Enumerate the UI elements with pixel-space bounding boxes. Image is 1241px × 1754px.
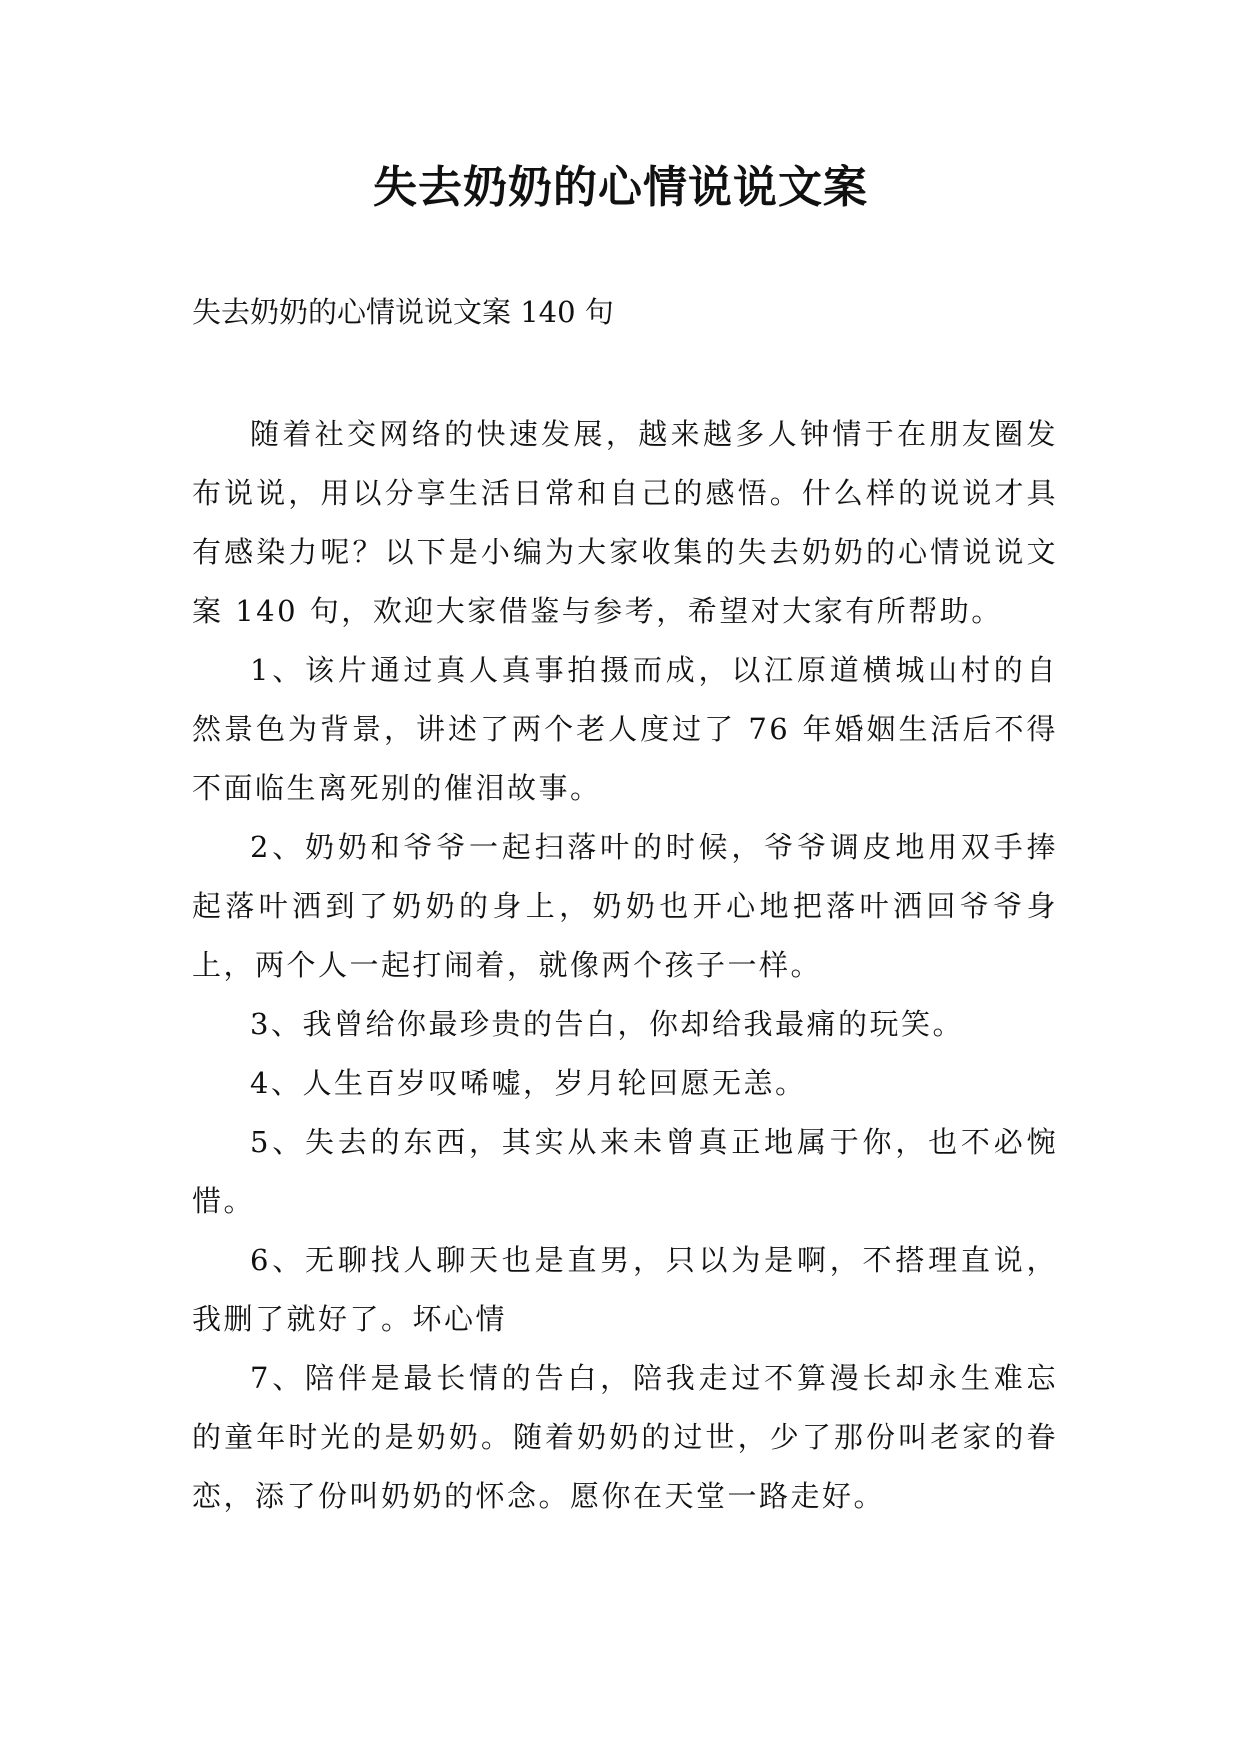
list-item: 2、奶奶和爷爷一起扫落叶的时候，爷爷调皮地用双手捧起落叶洒到了奶奶的身上，奶奶也开心地把落叶洒回爷爷身上，两个人一起打闹着，就像两个孩子一样。 — [192, 830, 1058, 982]
list-item: 7、陪伴是最长情的告白，陪我走过不算漫长却永生难忘的童年时光的是奶奶。随着奶奶的过世，少了那份叫老家的眷恋，添了份叫奶奶的怀念。愿你在天堂一路走好。 — [192, 1361, 1058, 1513]
list-item: 6、无聊找人聊天也是直男，只以为是啊，不搭理直说，我删了就好了。坏心情 — [192, 1243, 1058, 1336]
list-item: 5、失去的东西，其实从来未曾真正地属于你，也不必惋惜。 — [192, 1125, 1058, 1218]
document-subtitle: 失去奶奶的心情说说文案 140 句 — [192, 295, 614, 329]
list-item: 1、该片通过真人真事拍摄而成，以江原道横城山村的自然景色为背景，讲述了两个老人度过了 76 年婚姻生活后不得不面临生离死别的催泪故事。 — [192, 653, 1058, 805]
intro-paragraph: 随着社交网络的快速发展，越来越多人钟情于在朋友圈发布说说，用以分享生活日常和自己的感悟。什么样的说说才具有感染力呢？以下是小编为大家收集的失去奶奶的心情说说文案 140 句，欢迎大家借鉴与参考，希望对大家有所帮助。 — [192, 417, 1058, 628]
list-item: 4、人生百岁叹唏嘘，岁月轮回愿无恙。 — [250, 1066, 807, 1100]
document-body — [192, 405, 1058, 1526]
document-title: 失去奶奶的心情说说文案 — [373, 162, 868, 213]
list-item: 3、我曾给你最珍贵的告白，你却给我最痛的玩笑。 — [250, 1007, 964, 1041]
